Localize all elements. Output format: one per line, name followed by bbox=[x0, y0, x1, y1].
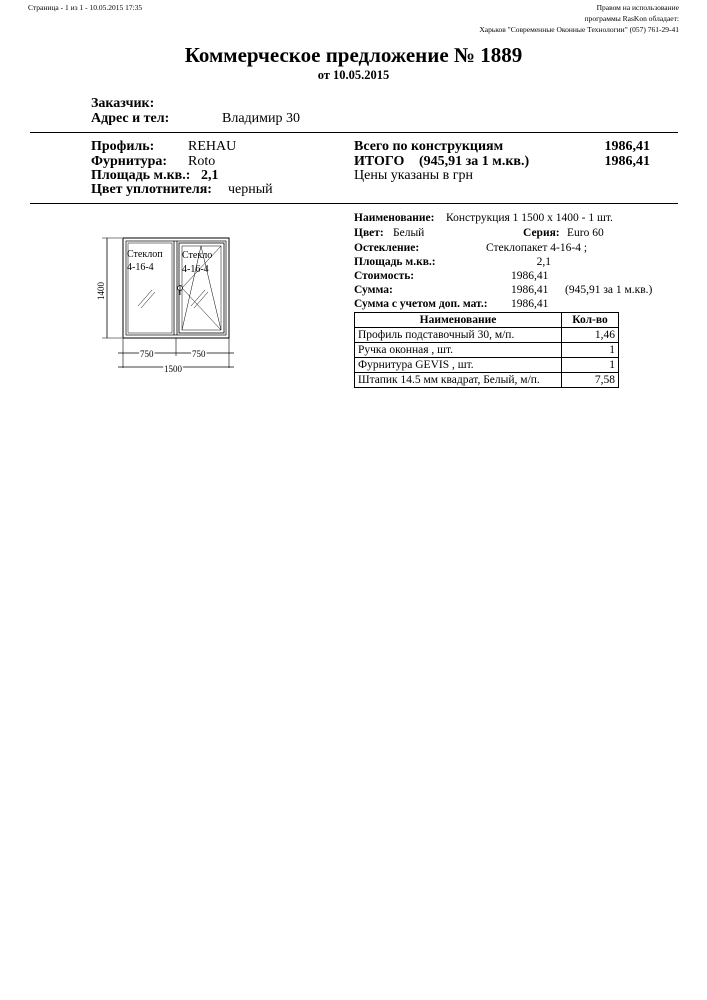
sum-extra-label: Сумма с учетом доп. мат.: bbox=[354, 298, 488, 310]
divider-top bbox=[30, 132, 678, 133]
material-qty: 1 bbox=[562, 343, 619, 358]
width-dimension-label: 1500 bbox=[164, 364, 182, 374]
total-constructions-value: 1986,41 bbox=[604, 139, 650, 154]
construction-area-value: 2,1 bbox=[536, 256, 551, 268]
material-name: Фурнитура GEVIS , шт. bbox=[355, 358, 562, 373]
sum-label: Сумма: bbox=[354, 284, 393, 296]
hardware-value: Roto bbox=[188, 154, 216, 169]
material-qty: 1 bbox=[562, 358, 619, 373]
cost-label: Стоимость: bbox=[354, 270, 415, 282]
customer-label: Заказчик: bbox=[91, 96, 155, 111]
address-label: Адрес и тел: bbox=[91, 111, 170, 126]
height-dimension-label: 1400 bbox=[96, 282, 106, 300]
sum-value: 1986,41 bbox=[511, 284, 549, 296]
table-row bbox=[355, 328, 619, 343]
cost-value: 1986,41 bbox=[511, 270, 549, 282]
construction-name-label: Наименование: bbox=[354, 212, 435, 224]
series-value: Euro 60 bbox=[567, 227, 604, 239]
total-label: ИТОГО bbox=[354, 154, 405, 169]
profile-label: Профиль: bbox=[91, 139, 155, 154]
materials-col-name: Наименование bbox=[355, 313, 562, 328]
materials-header-row bbox=[355, 313, 619, 328]
material-name: Штапик 14.5 мм квадрат, Белый, м/п. bbox=[355, 373, 562, 388]
hardware-label: Фурнитура: bbox=[91, 154, 168, 169]
material-qty: 1,46 bbox=[562, 328, 619, 343]
series-label: Серия: bbox=[523, 227, 560, 239]
divider-middle bbox=[30, 203, 678, 204]
area-value: 2,1 bbox=[201, 168, 219, 183]
right-glass-label-2: 4-16-4 bbox=[182, 264, 209, 275]
materials-col-qty: Кол-во bbox=[562, 313, 619, 328]
color-label: Цвет: bbox=[354, 227, 384, 239]
rights-line-2: программы RasKon обладает: bbox=[584, 14, 679, 23]
left-sash-dimension: 750 bbox=[140, 349, 154, 359]
right-glass-label-1: Стекло bbox=[182, 250, 213, 261]
total-per-m2: (945,91 за 1 м.кв.) bbox=[419, 154, 530, 169]
rights-line-1: Правом на использование bbox=[596, 3, 679, 12]
table-row bbox=[355, 358, 619, 373]
glazing-value: Стеклопакет 4-16-4 ; bbox=[486, 242, 588, 254]
construction-name-value: Конструкция 1 1500 x 1400 - 1 шт. bbox=[446, 212, 613, 224]
window-drawing bbox=[90, 228, 250, 378]
glazing-label: Остекление: bbox=[354, 242, 420, 254]
right-sash-dimension: 750 bbox=[192, 349, 206, 359]
color-value: Белый bbox=[393, 227, 425, 239]
material-qty: 7,58 bbox=[562, 373, 619, 388]
area-label: Площадь м.кв.: bbox=[91, 168, 191, 183]
sum-per-m2: (945,91 за 1 м.кв.) bbox=[565, 284, 653, 296]
offer-date: от 10.05.2015 bbox=[317, 68, 390, 82]
left-glass-label-1: Стеклоп bbox=[127, 249, 163, 260]
material-name: Ручка оконная , шт. bbox=[355, 343, 562, 358]
address-value: Владимир 30 bbox=[222, 111, 301, 126]
profile-value: REHAU bbox=[188, 139, 237, 154]
left-glass-label-2: 4-16-4 bbox=[127, 262, 154, 273]
sum-extra-value: 1986,41 bbox=[511, 298, 549, 310]
rights-line-3: Харьков "Современные Оконные Технологии" (057) 761-29-41 bbox=[479, 25, 679, 34]
seal-label: Цвет уплотнителя: bbox=[91, 182, 212, 197]
seal-value: черный bbox=[228, 182, 273, 197]
table-row bbox=[355, 373, 619, 388]
materials-table bbox=[354, 312, 619, 388]
page-info: Страница - 1 из 1 - 10.05.2015 17:35 bbox=[28, 3, 143, 12]
table-row bbox=[355, 343, 619, 358]
construction-area-label: Площадь м.кв.: bbox=[354, 256, 436, 268]
material-name: Профиль подставочный 30, м/п. bbox=[355, 328, 562, 343]
currency-note: Цены указаны в грн bbox=[354, 168, 474, 183]
total-constructions-label: Всего по конструкциям bbox=[354, 139, 504, 154]
page-title: Коммерческое предложение № 1889 bbox=[184, 43, 523, 67]
total-value: 1986,41 bbox=[604, 154, 650, 169]
